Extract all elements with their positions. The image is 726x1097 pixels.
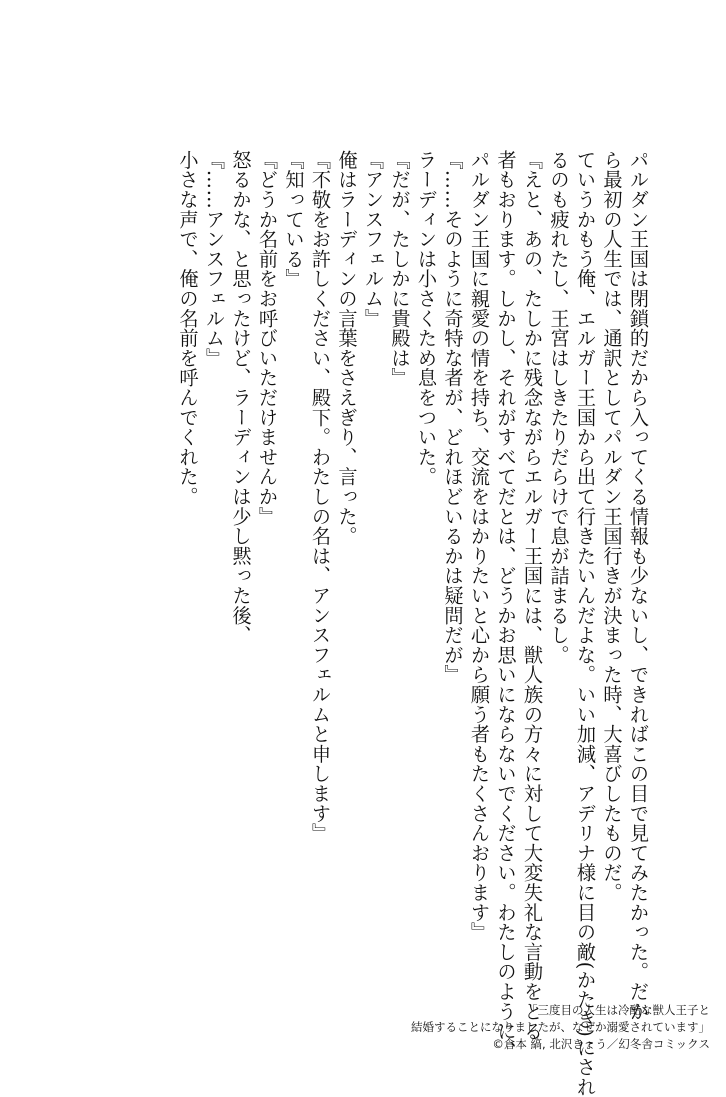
text-line: るのも疲れたし、王宮はしきたりだらけで息が詰まるし。	[547, 150, 571, 665]
text-line: 『だが、たしかに貴殿は』	[388, 150, 412, 388]
text-line: 『えと、あの、たしかに残念ながらエルガー王国には、獣人族の方々に対して大変失礼な言動をとる	[521, 150, 544, 1041]
text-line: 小さな声で、俺の名前を呼んでくれた。	[176, 150, 200, 507]
text-line: 『どうか名前をお呼びいただけませんか』	[256, 150, 279, 527]
text-line: 『……そのように奇特な者が、どれほどいるかは疑問だが』	[441, 150, 465, 685]
text-line: 俺はラーディンの言葉をさえぎり、言った。	[335, 150, 359, 546]
credits-title-line-2: 結婚することになりましたが、なぜか溺愛されています」	[411, 1020, 710, 1034]
text-line: 怒るかな、と思ったけど、ラーディンは少し黙った後、	[229, 150, 253, 645]
text-line: ら最初の人生では、通訳としてパルダン王国行きが決まった時、大喜びしたものだ。	[600, 150, 624, 903]
text-line: 『アンスフェルム』	[362, 150, 385, 329]
text-line: 『不敬をお許しください、殿下。わたしの名は、アンスフェルムと申します』	[309, 150, 332, 843]
text-line: パルダン王国に親愛の情を持ち、交流をはかりたいと心から願う者もたくさんおります』	[468, 150, 491, 942]
text-line: 『……アンスフェルム』	[203, 150, 226, 368]
text-line: 者もおります。しかし、それがすべてだとは、どうかお思いにならないでください。わたしのように、	[494, 150, 518, 1061]
credits-title-line-1: 「三度目の人生は冷酷な獣人王子と	[526, 1003, 710, 1017]
text-line: パルダン王国は閉鎖的だから入ってくる情報も少ないし、できればこの目で見てみたかった。だか	[627, 150, 650, 1022]
text-line: 『知っている』	[282, 150, 306, 289]
text-line: ていうかもう俺、エルガー王国から出て行きたいんだよな。いい加減、アデリナ様に目の敵(かたき)にされ	[574, 150, 597, 1097]
copyright-line: ©倉本 縞, 北沢きょう／幻冬舎コミックス	[492, 1037, 710, 1051]
text-line: ラーディンは小さくため息をついた。	[415, 150, 438, 487]
book-credits	[411, 1002, 710, 1053]
